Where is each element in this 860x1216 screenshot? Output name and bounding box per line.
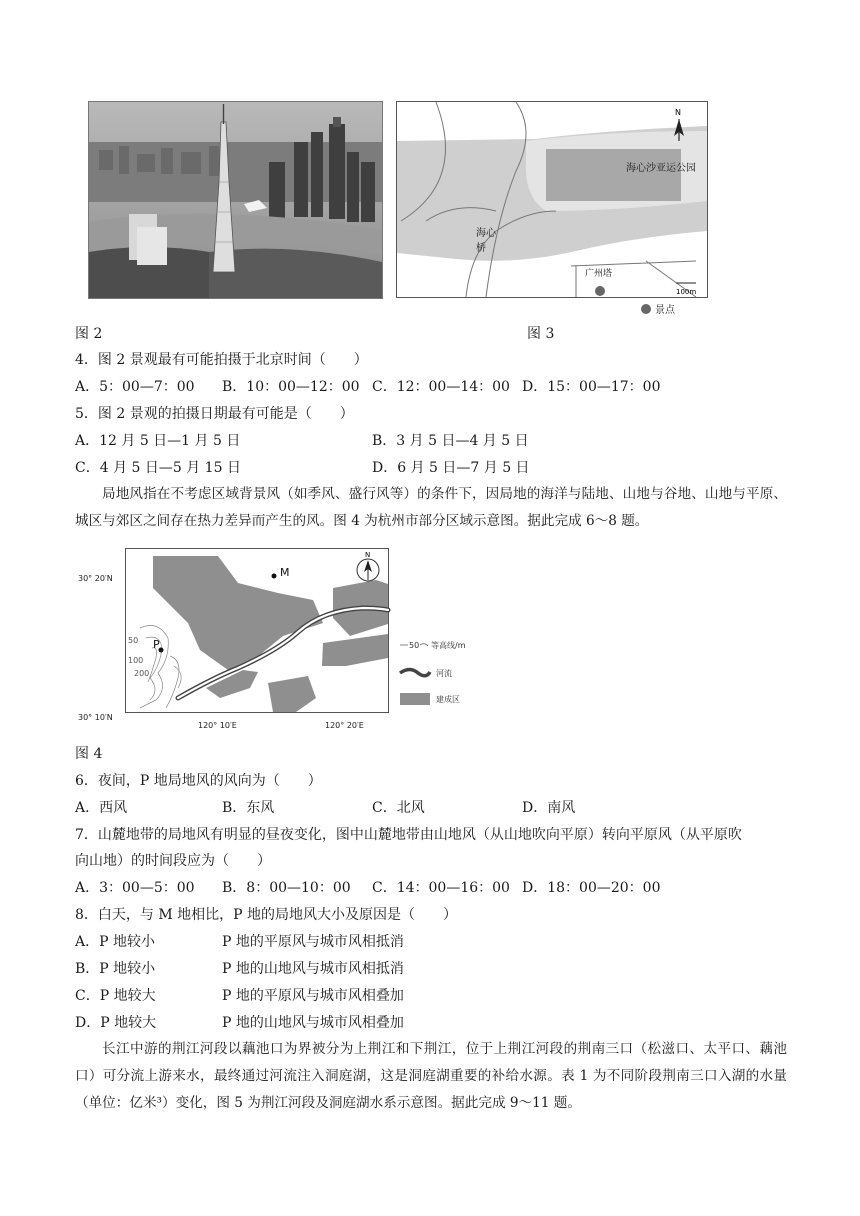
question-8-option-a-reason: P 地的平原风与城市风相抵消	[222, 934, 404, 950]
fig3-scale-label: 100m	[676, 288, 697, 296]
hangzhou-map-svg	[78, 548, 478, 733]
contour-50-label: 50	[128, 636, 139, 645]
question-7-stem-line-2: 向山地）的时间段应为（ ）	[75, 853, 271, 869]
fig3-north-label: N	[675, 108, 681, 117]
question-4-stem: 4．图 2 景观最有可能拍摄于北京时间（ ）	[75, 352, 368, 368]
question-4-option-a[interactable]: A．5：00—7：00	[75, 379, 195, 395]
fig3-bridge-label-1: 海心	[476, 228, 496, 239]
question-7-option-d[interactable]: D．18：00—20：00	[522, 880, 661, 896]
figure-2-caption: 图 2	[75, 326, 103, 342]
point-p-label: P	[153, 638, 160, 651]
haixinsha-map-svg	[396, 101, 716, 319]
question-8-option-c[interactable]: C．P 地较大	[75, 988, 156, 1004]
legend-contour-sample: 50	[409, 641, 420, 650]
question-6-option-c[interactable]: C．北风	[372, 800, 425, 816]
fig3-legend-label: 景点	[655, 305, 675, 316]
question-5-stem: 5．图 2 景观的拍摄日期最有可能是（ ）	[75, 406, 354, 422]
question-6-option-b[interactable]: B．东风	[222, 800, 275, 816]
legend-built-label: 建成区	[436, 695, 460, 704]
passage-jingjiang: 长江中游的荆江河段以藕池口为界被分为上荆江和下荆江，位于上荆江河段的荆南三口（松滋口、太平口、藕池口）可分流上游来水，最终通过河流注入洞庭湖，这是洞庭湖重要的补给水源。表 1 为不同阶段荆南三口入湖的水量（单位：亿米³）变化，图 5 为荆江河段及洞庭湖水系示意图。据此完成 9～11 题。	[75, 1041, 787, 1111]
question-8-option-b-reason: P 地的山地风与城市风相抵消	[222, 961, 404, 977]
question-8-option-c-reason: P 地的平原风与城市风相叠加	[222, 988, 404, 1004]
fig4-legend	[400, 640, 466, 705]
point-m-label: M	[280, 566, 290, 579]
tower-scenic-icon	[595, 286, 605, 296]
figure-2-photo	[88, 101, 383, 299]
lat-top-label: 30° 20′N	[78, 574, 113, 583]
question-4-option-d[interactable]: D．15：00—17：00	[522, 379, 661, 395]
figure-3-caption: 图 3	[527, 326, 555, 342]
question-7-option-b[interactable]: B．8：00—10：00	[222, 880, 351, 896]
question-4-option-b[interactable]: B．10：00—12：00	[222, 379, 360, 395]
lat-bottom-label: 30° 10′N	[78, 713, 113, 722]
question-8-option-d-reason: P 地的山地风与城市风相叠加	[222, 1015, 404, 1031]
question-8-stem: 8．白天，与 M 地相比，P 地的局地风大小及原因是（ ）	[75, 907, 458, 923]
question-5-option-d[interactable]: D．6 月 5 日—7 月 5 日	[372, 460, 530, 476]
question-5-option-b[interactable]: B．3 月 5 日—4 月 5 日	[372, 433, 529, 449]
lon-right-label: 120° 20′E	[325, 721, 364, 730]
question-8-option-b[interactable]: B．P 地较小	[75, 961, 156, 977]
figure-4-caption: 图 4	[75, 746, 103, 762]
legend-built-icon	[400, 693, 430, 705]
question-7-option-c[interactable]: C．14：00—16：00	[372, 880, 510, 896]
figure-3-map	[396, 101, 716, 319]
question-8-option-d[interactable]: D．P 地较大	[75, 1015, 157, 1031]
question-8-option-a[interactable]: A．P 地较小	[75, 934, 155, 950]
figure-4-map	[78, 548, 478, 733]
question-5-option-c[interactable]: C．4 月 5 日—5 月 15 日	[75, 460, 241, 476]
contour-200-label: 200	[134, 669, 150, 678]
question-6-stem: 6．夜间，P 地局地风的风向为（ ）	[75, 773, 322, 789]
fig3-park-label: 海心沙亚运公园	[626, 163, 696, 174]
question-6-option-d[interactable]: D．南风	[522, 800, 576, 816]
legend-river-icon	[400, 670, 430, 676]
legend-river-label: 河流	[436, 669, 452, 678]
lon-left-label: 120° 10′E	[198, 721, 237, 730]
legend-contour-label: 等高线/m	[431, 641, 466, 650]
fig3-bridge-label-2: 桥	[476, 243, 486, 254]
scenic-legend-icon	[641, 304, 651, 314]
question-5-option-a[interactable]: A．12 月 5 日—1 月 5 日	[75, 433, 241, 449]
canton-tower-aerial-image	[89, 102, 382, 298]
fig3-tower-label: 广州塔	[585, 269, 613, 279]
contour-100-label: 100	[128, 656, 144, 665]
question-4-option-c[interactable]: C．12：00—14：00	[372, 379, 510, 395]
fig4-north-label: N	[365, 551, 371, 559]
passage-local-wind: 局地风指在不考虑区域背景风（如季风、盛行风等）的条件下，因局地的海洋与陆地、山地与谷地、山地与平原、城区与郊区之间存在热力差异而产生的风。图 4 为杭州市部分区域示意图。据此完成 6～8 题。	[75, 486, 787, 529]
question-7-stem-line-1: 7．山麓地带的局地风有明显的昼夜变化，图中山麓地带由山地风（从山地吹向平原）转向平原风（从平原吹	[75, 827, 742, 843]
question-7-option-a[interactable]: A．3：00—5：00	[75, 880, 195, 896]
point-m-dot	[272, 574, 277, 579]
question-6-option-a[interactable]: A．西风	[75, 800, 128, 816]
